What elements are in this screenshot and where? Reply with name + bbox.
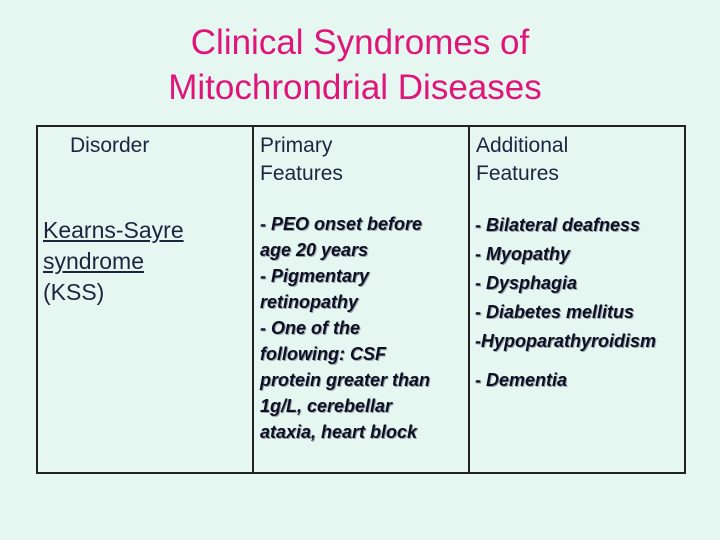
primary-feature-line: - One of the <box>260 318 360 338</box>
header-disorder-label: Disorder <box>70 134 150 157</box>
primary-feature-line: age 20 years <box>260 240 369 260</box>
header-additional-features <box>476 132 568 188</box>
column-divider <box>252 127 254 472</box>
primary-feature-line: 1g/L, cerebellar <box>260 396 393 416</box>
header-additional-line-1: Additional <box>476 134 569 157</box>
disorder-name-line-1: Kearns-Sayre <box>43 217 184 243</box>
primary-feature-line: ataxia, heart block <box>260 422 418 442</box>
additional-feature-item: - Myopathy <box>475 244 571 264</box>
additional-feature-item: - Bilateral deafness <box>475 215 641 235</box>
disorder-name-line-2: syndrome <box>43 248 144 274</box>
additional-feature-item: - Dementia <box>475 370 568 390</box>
column-divider <box>468 127 470 472</box>
primary-feature-line: - PEO onset before <box>260 214 423 234</box>
syndrome-table <box>36 125 686 474</box>
disorder-abbreviation: (KSS) <box>43 279 105 305</box>
header-primary-features <box>260 132 343 188</box>
title-line-2: Mitochrondrial Diseases <box>168 68 542 107</box>
header-primary-line-1: Primary <box>260 134 333 157</box>
primary-feature-line: retinopathy <box>260 292 359 312</box>
slide-title <box>0 20 720 110</box>
primary-feature-line: protein greater than <box>260 370 431 390</box>
spacer <box>475 356 687 366</box>
additional-features-cell <box>475 211 687 395</box>
additional-feature-item: -Hypoparathyroidism <box>475 331 657 351</box>
primary-feature-line: following: CSF <box>260 344 386 364</box>
disorder-cell <box>43 215 248 308</box>
header-additional-line-2: Features <box>476 162 559 185</box>
title-line-1: Clinical Syndromes of <box>190 23 530 62</box>
additional-feature-item: - Diabetes mellitus <box>475 302 635 322</box>
primary-feature-line: - Pigmentary <box>260 266 370 286</box>
header-disorder <box>70 132 149 160</box>
header-primary-line-2: Features <box>260 162 343 185</box>
additional-feature-item: - Dysphagia <box>475 273 578 293</box>
primary-features-cell <box>260 211 465 445</box>
